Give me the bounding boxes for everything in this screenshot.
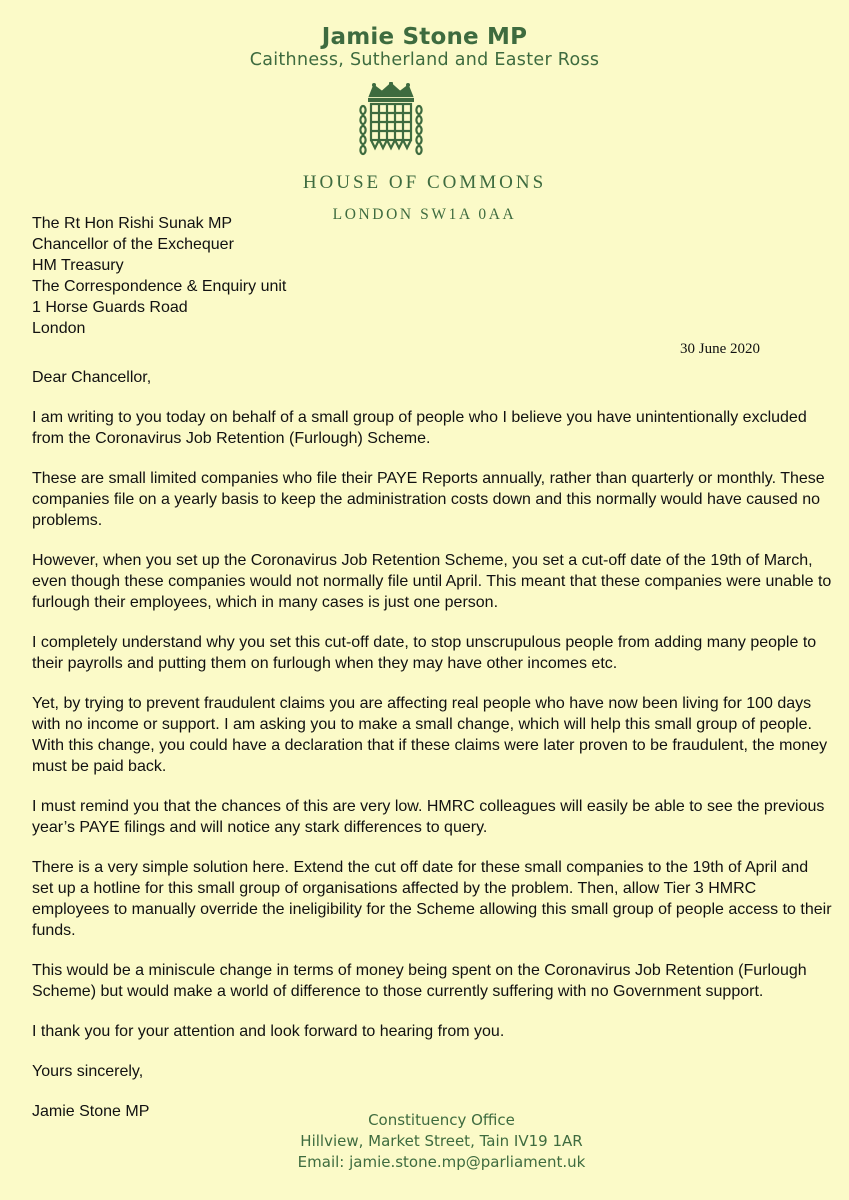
office-email: Email: jamie.stone.mp@parliament.uk bbox=[297, 1153, 586, 1171]
letter-date: 30 June 2020 bbox=[680, 341, 760, 357]
salutation: Dear Chancellor, bbox=[32, 369, 152, 386]
paragraph: I completely understand why you set this cut-off date, to stop unscrupulous people from adding many people to their payrolls and putting them on furlough when they may have other incomes etc. bbox=[32, 634, 817, 672]
recipient-address bbox=[32, 213, 286, 339]
recipient-line: London bbox=[32, 320, 86, 337]
office-address: Hillview, Market Street, Tain IV19 1AR bbox=[300, 1132, 583, 1150]
office-title: Constituency Office bbox=[368, 1111, 515, 1129]
paragraph: I am writing to you today on behalf of a small group of people who I believe you have unintentionally excluded from the Coronavirus Job Retention (Furlough) Scheme. bbox=[32, 409, 807, 447]
closing: Yours sincerely, bbox=[32, 1063, 144, 1080]
recipient-line: Chancellor of the Exchequer bbox=[32, 236, 234, 253]
paragraph: There is a very simple solution here. Extend the cut off date for these small companies to the 19th of April and set up a hotline for this small group of organisations affected by the problem. Then, allow Tier 3 HMRC employees to manually override the ineligibility for the Scheme allowing this small group of people access to their funds. bbox=[32, 859, 832, 939]
constituency: Caithness, Sutherland and Easter Ross bbox=[249, 50, 600, 70]
recipient-line: The Correspondence & Enquiry unit bbox=[32, 278, 287, 295]
recipient-line: The Rt Hon Rishi Sunak MP bbox=[32, 215, 233, 232]
paragraph: I must remind you that the chances of this are very low. HMRC colleagues will easily be able to see the previous year’s PAYE filings and will notice any stark differences to query. bbox=[32, 798, 825, 836]
paragraph: Yet, by trying to prevent fraudulent claims you are affecting real people who have now been living for 100 days with no income or support. I am asking you to make a small change, which will help this small group of people. With this change, you could have a declaration that if these claims were later proven to be fraudulent, the money must be paid back. bbox=[32, 695, 828, 775]
recipient-line: 1 Horse Guards Road bbox=[32, 299, 188, 316]
paragraph: However, when you set up the Coronavirus Job Retention Scheme, you set a cut-off date of the 19th of March, even though these companies would not normally file until April. This meant that these companies were unable to furlough their employees, which in many cases is just one person. bbox=[32, 552, 832, 611]
letter-body bbox=[32, 367, 832, 1141]
signature: Jamie Stone MP bbox=[32, 1103, 150, 1120]
parliament-address: LONDON SW1A 0AA bbox=[332, 206, 517, 223]
paragraph: This would be a miniscule change in terms of money being spent on the Coronavirus Job Retention (Furlough Scheme) but would make a world of difference to those currently suffering with no Government support. bbox=[32, 962, 807, 1000]
paragraph: I thank you for your attention and look forward to hearing from you. bbox=[32, 1023, 505, 1040]
paragraph: These are small limited companies who file their PAYE Reports annually, rather than quarterly or monthly. These companies file on a yearly basis to keep the administration costs down and this normally would have caused no problems. bbox=[32, 470, 825, 529]
mp-name: Jamie Stone MP bbox=[321, 24, 528, 50]
portcullis-icon bbox=[358, 82, 424, 162]
recipient-line: HM Treasury bbox=[32, 257, 124, 274]
constituency-office-footer bbox=[0, 1110, 849, 1173]
house-of-commons-heading: HOUSE OF COMMONS bbox=[302, 172, 547, 193]
